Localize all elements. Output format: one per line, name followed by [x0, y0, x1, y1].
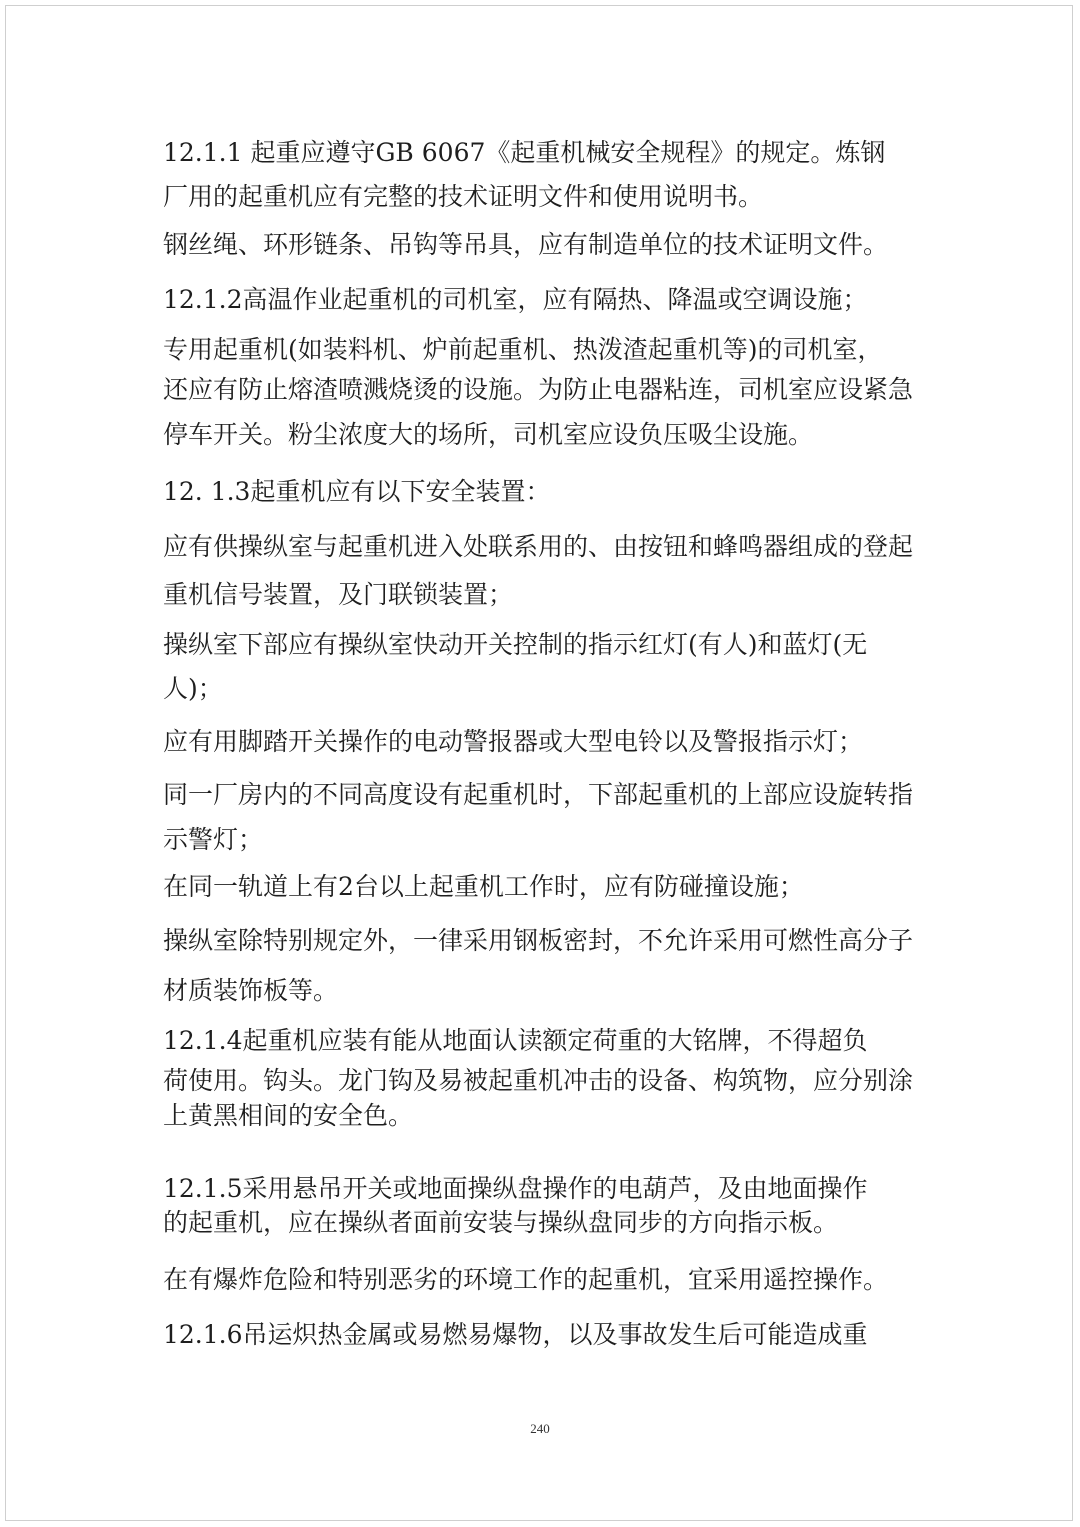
text-line-4: 12.1.2高温作业起重机的司机室，应有隔热、降温或空调设施；: [163, 285, 868, 314]
text-line-5: 专用起重机(如装料机、炉前起重机、热泼渣起重机等)的司机室，: [163, 335, 883, 364]
text-line-25: 12.1.6吊运炽热金属或易燃易爆物，以及事故发生后可能造成重: [163, 1320, 868, 1349]
text-line-9: 应有供操纵室与起重机进入处联系用的、由按钮和蜂鸣器组成的登起: [163, 532, 914, 561]
text-line-21: 上黄黑相间的安全色。: [163, 1101, 414, 1130]
text-line-22: 12.1.5采用悬吊开关或地面操纵盘操作的电葫芦，及由地面操作: [163, 1174, 868, 1203]
text-line-17: 操纵室除特别规定外，一律采用钢板密封，不允许采用可燃性高分子: [163, 926, 914, 955]
text-line-15: 示警灯；: [163, 825, 264, 854]
text-line-8: 12. 1.3起重机应有以下安全装置：: [163, 477, 551, 506]
text-line-14: 同一厂房内的不同高度设有起重机时，下部起重机的上部应设旋转指: [163, 780, 914, 809]
page-number: 240: [530, 1421, 550, 1436]
text-line-12: 人)；: [163, 674, 223, 703]
text-line-7: 停车开关。粉尘浓度大的场所，司机室应设负压吸尘设施。: [163, 420, 814, 449]
text-line-18: 材质装饰板等。: [163, 976, 339, 1005]
text-line-10: 重机信号装置，及门联锁装置；: [163, 580, 514, 609]
text-line-3: 钢丝绳、环形链条、吊钩等吊具，应有制造单位的技术证明文件。: [163, 230, 889, 259]
text-line-16: 在同一轨道上有2台以上起重机工作时，应有防碰撞设施；: [163, 872, 804, 901]
text-line-19: 12.1.4起重机应装有能从地面认读额定荷重的大铭牌，不得超负: [163, 1026, 868, 1055]
text-line-24: 在有爆炸危险和特别恶劣的环境工作的起重机，宜采用遥控操作。: [163, 1265, 889, 1294]
text-line-6: 还应有防止熔渣喷溅烧烫的设施。为防止电器粘连，司机室应设紧急: [163, 375, 914, 404]
text-line-1: 12.1.1 起重应遵守GB 6067《起重机械安全规程》的规定。炼钢: [163, 138, 886, 167]
text-line-11: 操纵室下部应有操纵室快动开关控制的指示红灯(有人)和蓝灯(无: [163, 630, 868, 659]
text-line-2: 厂用的起重机应有完整的技术证明文件和使用说明书。: [163, 182, 764, 211]
text-line-20: 荷使用。钩头。龙门钩及易被起重机冲击的设备、构筑物，应分别涂: [163, 1066, 914, 1095]
text-line-13: 应有用脚踏开关操作的电动警报器或大型电铃以及警报指示灯；: [163, 727, 864, 756]
text-line-23: 的起重机，应在操纵者面前安装与操纵盘同步的方向指示板。: [163, 1208, 839, 1237]
